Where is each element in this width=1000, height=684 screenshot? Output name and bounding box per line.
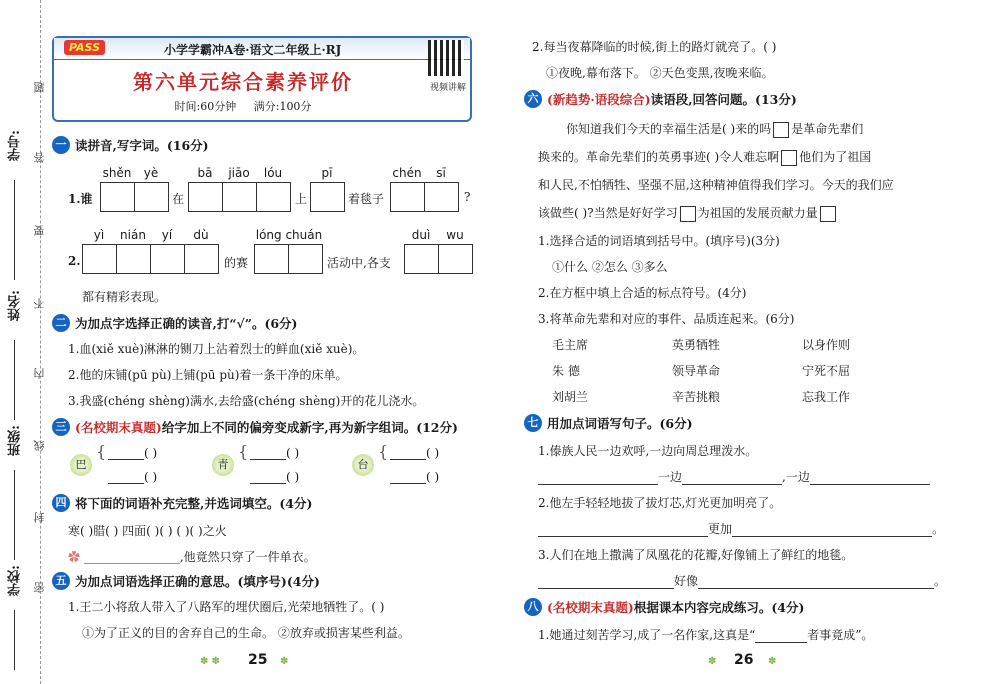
exam-score: 满分:100分 (253, 100, 312, 113)
student-number-line[interactable] (14, 180, 15, 280)
punct-box[interactable] (781, 150, 797, 166)
match-item[interactable]: 以身作则 (802, 338, 851, 352)
answer-line[interactable]: 好像 。 (538, 572, 946, 589)
base-char-flower-icon: 巴 (70, 454, 92, 476)
question-line[interactable]: 1.血(xiě xuè)淋淋的铡刀上沾着烈士的鲜血(xiě xuè)。 (68, 342, 365, 356)
pinyin: bā (197, 166, 213, 180)
section-number-badge: 一 (52, 136, 70, 154)
punct-box[interactable] (820, 206, 836, 222)
punct-box[interactable] (680, 206, 696, 222)
answer-grid[interactable] (100, 182, 169, 212)
school-label: 学校: (8, 565, 23, 596)
book-subtitle: 小学学霸冲A卷·语文二年级上·RJ (164, 43, 342, 57)
margin-word: 答 (33, 152, 46, 163)
question-options: ①夜晚,幕布落下。 ②天色变黑,夜晚来临。 (546, 66, 774, 80)
pinyin: yè (143, 166, 159, 180)
question-line[interactable]: 2.每当夜幕降临的时候,街上的路灯就亮了。( ) (532, 40, 777, 54)
match-item[interactable]: 毛主席 (552, 338, 589, 352)
section-title: 读语段,回答问题。(13分) (650, 92, 797, 107)
fill-line[interactable]: ( ) (390, 470, 439, 484)
question-options: ①什么 ②怎么 ③多么 (552, 260, 668, 274)
section-number-badge: 六 (524, 90, 542, 108)
match-item[interactable]: 英勇牺牲 (672, 338, 721, 352)
margin-word: 封 (33, 512, 46, 523)
passage-line: 和人民,不怕牺牲、坚强不屈,这种精神值得我们学习。今天的我们应 (538, 178, 894, 192)
section-4-heading (52, 494, 312, 512)
pinyin: duì (411, 228, 431, 242)
question-line[interactable]: 1.她通过刻苦学习,成了一名作家,这真是“ 者事竟成”。 (538, 628, 874, 642)
fill-line[interactable]: ( ) (390, 446, 439, 460)
section-tag: (名校期末真题) (547, 600, 634, 615)
qr-label: 视频讲解 (429, 83, 466, 93)
page-number: 26 (734, 652, 754, 668)
answer-grid[interactable] (390, 182, 459, 212)
question-line: 1.选择合适的词语填到括号中。(填序号)(3分) (538, 234, 780, 248)
student-number-label: 学号: (8, 130, 23, 161)
question-line: 1.傣族人民一边欢呼,一边向周总理泼水。 (538, 444, 758, 458)
pinyin: yí (161, 228, 173, 242)
text: ? (464, 190, 471, 204)
qr-code-icon[interactable] (428, 40, 464, 76)
exam-header (52, 36, 472, 122)
exam-time-score (54, 98, 432, 114)
fill-line[interactable]: ( ) (250, 446, 299, 460)
match-item[interactable]: 领导革命 (672, 364, 721, 378)
margin-word: 线 (33, 440, 46, 451)
margin-word: 题 (33, 82, 46, 93)
q2-prefix: 2. (68, 254, 81, 268)
match-item[interactable]: 宁死不屈 (802, 364, 851, 378)
passage-line[interactable]: 该做些( )?当然是好好学习 为祖国的发展贡献力量 (538, 204, 838, 222)
pinyin: pī (321, 166, 333, 180)
pinyin: sī (436, 166, 446, 180)
section-number-badge: 四 (52, 494, 70, 512)
exam-title: 第六单元综合素养评价 (133, 70, 353, 94)
margin-word: 密 (33, 582, 46, 593)
match-item[interactable]: 忘我工作 (802, 390, 851, 404)
answer-grid[interactable] (188, 182, 291, 212)
section-title: 给字加上不同的偏旁变成新字,再为新字组词。(12分) (161, 420, 458, 435)
pass-logo: PASS (64, 40, 105, 55)
match-item[interactable]: 辛苦挑粮 (672, 390, 721, 404)
question-options: ①为了正义的目的舍弃自己的生命。 ②放弃或损害某些利益。 (82, 626, 410, 640)
match-item[interactable]: 朱 德 (552, 364, 580, 378)
punct-box[interactable] (773, 122, 789, 138)
name-line[interactable] (14, 340, 15, 420)
pinyin: nián (120, 228, 146, 242)
leaf-icon: ✽ (768, 656, 777, 667)
question-line[interactable]: 2.他的床铺(pū pù)上铺(pū pù)着一条干净的床单。 (68, 368, 348, 382)
text: 都有精彩表现。 (82, 290, 167, 304)
answer-line[interactable]: 一边 ,一边 (538, 468, 930, 485)
section-6-heading (524, 90, 797, 108)
margin-word: 要 (33, 225, 46, 236)
margin-word: 内 (33, 368, 46, 379)
binding-margin (0, 0, 52, 684)
question-line: 2.在方框中填上合适的标点符号。(4分) (538, 286, 747, 300)
school-line[interactable] (14, 610, 15, 670)
margin-word: 不 (33, 298, 46, 309)
section-8-heading (524, 598, 804, 616)
section-number-badge: 七 (524, 414, 542, 432)
answer-grid[interactable] (404, 244, 473, 274)
section-number-badge: 五 (52, 572, 70, 590)
pinyin: jiāo (228, 166, 250, 180)
flower-icon: ✿ (68, 550, 81, 564)
answer-grid[interactable] (310, 182, 345, 212)
answer-line[interactable]: 更加 。 (538, 520, 944, 537)
q1-prefix: 1.谁 (68, 192, 93, 206)
section-1-heading (52, 136, 209, 154)
base-char-flower-icon: 台 (352, 454, 374, 476)
question-line: 3.人们在地上撒满了凤凰花的花瓣,好像铺上了鲜红的地毯。 (538, 548, 854, 562)
section-number-badge: 八 (524, 598, 542, 616)
section-2-heading (52, 314, 297, 332)
section-tag: (新趋势·语段综合) (547, 92, 651, 107)
section-title: 为加点词语选择正确的意思。(填序号)(4分) (75, 574, 320, 589)
answer-grid[interactable] (82, 244, 219, 274)
pinyin: chén (392, 166, 422, 180)
exam-time: 时间:60分钟 (174, 100, 237, 113)
section-number-badge: 二 (52, 314, 70, 332)
text: 活动中,各支 (327, 256, 391, 270)
text: 在 (172, 192, 185, 206)
question-line[interactable]: ✿ ________________,他竟然只穿了一件单衣。 (68, 550, 316, 564)
answer-grid[interactable] (254, 244, 323, 274)
passage-line[interactable]: 你知道我们今天的幸福生活是( )来的吗 是革命先辈们 (566, 122, 864, 136)
question-line[interactable]: 3.我盛(chéng shèng)满水,去给盛(chéng shèng)开的花儿浇水。 (68, 394, 425, 408)
passage-line[interactable]: 换来的。革命先辈们的英勇事迹( )令人难忘啊 他们为了祖国 (538, 150, 872, 164)
section-5-heading (52, 572, 320, 590)
left-page: PASS 小学学霸冲A卷·语文二年级上·RJ 视频讲解 第六单元综合素养评价 时间:60分钟 满分:100分 一 读拼音,写字词。(16分) shěn yè bā jiāo lóu pī chén sī 1.谁 在 上 着毯子 ? yì nián yí dù lóng chuán duì wu 2. 的赛 活动中,各支 都有精彩表现。 二 为加点字选择正确的读音,打“√”。(6分) 1.血(xiě xuè)淋淋的铡刀上沾着烈士的鲜血(xiě xuè)。 2.他的床铺(pū pù)上铺(pū pù)着一条干净的床单。 3.我盛(chéng shèng)满水,去给盛(chéng shèng)开的花儿浇水。 三 (名校期末真题) 给字加上不同的偏旁变成新字,再为新字组词。(12分) 巴 { ( ) ( ) 青 { ( ) ( ) 台 { ( ) ( ) 四 将下面的词语补充完整,并选词填空。(4分) 寒( )腊( ) 四面( )( ) ( )( )之火 ✿ ________________,他竟然只穿了一件单衣。 五 为加点词语选择正确的意思。(填序号)(4分) 1.王二小将敌人带入了八路军的埋伏圈后,光荣地牺牲了。( ) ①为了正义的目的舍弃自己的生命。 ②放弃或损害某些利益。 ✽ ✽ 25 ✽ (52, 0, 500, 684)
text: 的赛 (224, 256, 249, 270)
match-item[interactable]: 刘胡兰 (552, 390, 589, 404)
leaf-icon: ✽ (280, 656, 289, 667)
leaf-icon: ✽ (708, 656, 717, 667)
section-title: 用加点词语写句子。(6分) (547, 416, 693, 431)
name-label: 姓名: (8, 290, 23, 321)
section-3-heading (52, 418, 458, 436)
question-line[interactable]: 寒( )腊( ) 四面( )( ) ( )( )之火 (68, 524, 227, 538)
pinyin: dù (193, 228, 209, 242)
page-number: 25 (248, 652, 268, 668)
fill-line[interactable]: ( ) (108, 470, 157, 484)
question-line[interactable]: 1.王二小将敌人带入了八路军的埋伏圈后,光荣地牺牲了。( ) (68, 600, 385, 614)
class-label: 班级: (8, 425, 23, 456)
section-title: 为加点字选择正确的读音,打“√”。(6分) (75, 316, 298, 331)
right-page (512, 0, 990, 684)
leaf-icon: ✽ ✽ (200, 656, 220, 667)
base-char-flower-icon: 青 (212, 454, 234, 476)
section-title: 根据课本内容完成练习。(4分) (633, 600, 805, 615)
section-tag: (名校期末真题) (75, 420, 162, 435)
section-title: 读拼音,写字词。(16分) (75, 138, 209, 153)
pinyin: yì (93, 228, 105, 242)
section-7-heading (524, 414, 693, 432)
fill-line[interactable]: ( ) (108, 446, 157, 460)
text: 上 (295, 192, 308, 206)
class-line[interactable] (14, 470, 15, 560)
pinyin: shěn (102, 166, 132, 180)
question-line: 2.他左手轻轻地拔了拔灯芯,灯光更加明亮了。 (538, 496, 782, 510)
question-line: 3.将革命先辈和对应的事件、品质连起来。(6分) (538, 312, 795, 326)
fill-line[interactable]: ( ) (250, 470, 299, 484)
pinyin: lóu (263, 166, 283, 180)
section-title: 将下面的词语补充完整,并选词填空。(4分) (75, 496, 313, 511)
pinyin: lóng chuán (255, 228, 323, 242)
pinyin: wu (446, 228, 464, 242)
section-number-badge: 三 (52, 418, 70, 436)
text: 着毯子 (348, 192, 385, 206)
